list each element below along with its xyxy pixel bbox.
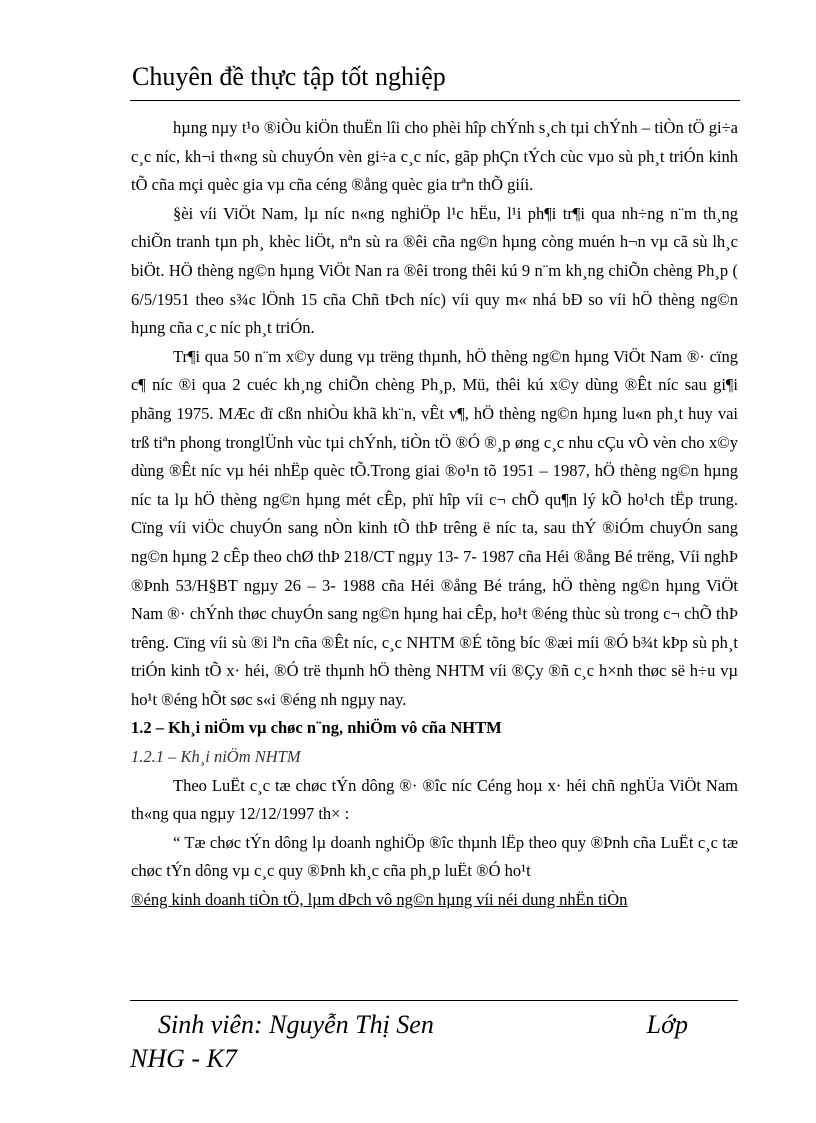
subsection-heading: 1.2.1 – Kh¸i niÖm NHTM [131, 747, 301, 767]
section-heading: 1.2 – Kh¸i niÖm vµ chøc n¨ng, nhiÖm vô cña NHTM [131, 718, 502, 738]
class-label: Lớp [646, 1010, 688, 1039]
document-body [131, 114, 738, 915]
student-name: Sinh viên: Nguyễn Thị Sen [158, 1010, 434, 1039]
paragraph-2: §èi víi ViÖt Nam, lµ níc n«ng nghiÖp l¹c hËu, l¹i ph¶i tr¶i qua nh÷ng n¨m th¸ng chiÕn tranh tµn ph¸ khèc liÖt, nªn sù ra ®êi cña ng©n hµng còng muén h¬n vµ cã sù lh¸c biÖt. HÖ thèng ng©n hµng ViÖt Nan ra ®êi trong thêi kú 9 n¨m kh¸ng chiÕn chèng Ph¸p ( 6/5/1951 theo s¾c lÖnh 15 cña Chñ tÞch níc) víi quy m« nhá bÐ so víi hÖ thèng ng©n hµng cña c¸c níc ph¸t triÓn. [131, 203, 738, 338]
page-header-title: Chuyên đề thực tập tốt nghiệp [132, 62, 446, 91]
header-divider [130, 100, 740, 101]
paragraph-3: Tr¶i qua 50 n¨m x©y dung vµ trëng thµnh, hÖ thèng ng©n hµng ViÖt Nam ®· cïng c¶ níc ®i qua 2 cuéc kh¸ng chiÕn chèng Ph¸p, Mü, thêi kú x©y dùng ®Êt níc sau gi¶i phãng 1975. MÆc dï cßn nhiÒu khã kh¨n, vÊt v¶, hÖ thèng ng©n hµng lu«n ph¸t huy vai trß tiªn phong tronglÜnh vùc tµi chÝnh, tiÒn tÖ ®Ó ®¸p øng c¸c nhu cÇu vÒ vèn cho x©y dùng ®Êt níc vµ héi nhËp quèc tÕ.Trong giai ®o¹n tõ 1951 – 1987, hÖ thèng ng©n hµng níc ta lµ hÖ thèng ng©n hµng mét cÊp, phï hîp víi c¬ chÕ qu¶n lý kÕ ho¹ch tËp trung. Cïng víi viÖc chuyÓn sang nÒn kinh tÕ thÞ trêng ë níc ta, sau thÝ ®iÓm chuyÓn sang ng©n hµng 2 cÊp theo chØ thÞ 218/CT ngµy 13- 7- 1987 cña Héi ®ång Bé trëng, Víi nghÞ ®Þnh 53/H§BT ngµy 26 – 3- 1988 cña Héi ®ång Bé tráng, hÖ thèng ng©n hµng ViÖt Nam ®· chÝnh thøc chuyÓn sang ng©n hµng hai cÊp, ho¹t ®éng thùc sù trong c¬ chÕ thÞ trêng. Cïng víi sù ®i lªn cña ®Êt níc, c¸c NHTM ®É tõng bíc ®æi míi ®Ó b¾t kÞp sù ph¸t triÓn kinh tÕ x· héi, ®Ó trë thµnh hÖ thèng NHTM víi ®Çy ®ñ c¸c h×nh thøc së h÷u vµ ho¹t ®éng hÕt søc s«i ®éng nh ngµy nay. [131, 346, 738, 709]
class-value: NHG - K7 [130, 1044, 237, 1073]
footer-divider [130, 1000, 738, 1001]
paragraph-4: Theo LuËt c¸c tæ chøc tÝn dông ®· ®îc níc Céng hoµ x· héi chñ nghÜa ViÖt Nam th«ng qua ngµy 12/12/1997 th× : [131, 775, 738, 824]
paragraph-1: hµng nµy t¹o ®iÒu kiÖn thuËn lîi cho phèi hîp chÝnh s¸ch tµi chÝnh – tiÒn tÖ gi÷a c¸c níc, kh¬i th«ng sù chuyÓn vèn gi÷a c¸c níc, gãp phÇn tÝch cùc vµo sù ph¸t triÓn kinh tÕ cña mçi quèc gia vµ cña céng ®ång quèc gia trªn thÕ giíi. [131, 118, 738, 195]
paragraph-5: “ Tæ chøc tÝn dông lµ doanh nghiÖp ®îc thµnh lËp theo quy ®Þnh cña LuËt c¸c tæ chøc tÝn dông vµ c¸c quy ®Þnh kh¸c cña ph¸p luËt ®Ó ho¹t [131, 832, 738, 881]
paragraph-last-line: ®éng kinh doanh tiÒn tÖ, lµm dÞch vô ng©n hµng víi néi dung nhËn tiÒn [131, 890, 628, 910]
